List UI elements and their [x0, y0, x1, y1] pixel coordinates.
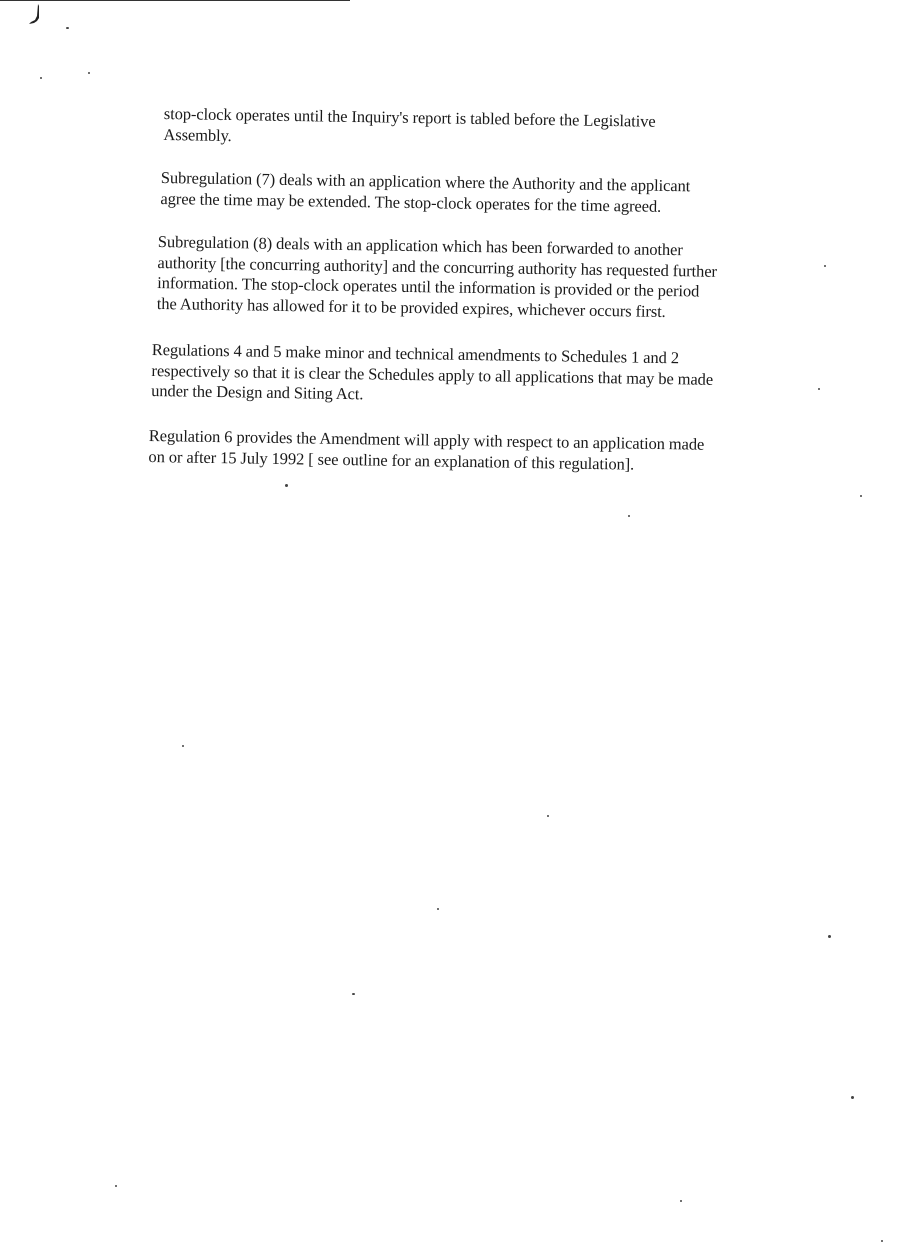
- paragraph-subregulation-7: Subregulation (7) deals with an application where the Authority and the applicant agree the time may be extended. The stop-clock operates for the time agreed.: [160, 168, 691, 216]
- scan-speck: [182, 745, 184, 747]
- scan-speck: [88, 72, 90, 74]
- scan-speck: [851, 1096, 854, 1099]
- paragraph-stop-clock-inquiry: stop-clock operates until the Inquiry's report is tabled before the Legislative Assembly.: [163, 104, 656, 145]
- scan-speck: [115, 1185, 117, 1187]
- scan-speck: [628, 515, 630, 517]
- scan-speck: [437, 908, 439, 910]
- scan-speck: [881, 1240, 883, 1242]
- scan-speck: [285, 484, 288, 487]
- scan-speck: [818, 388, 820, 390]
- scan-speck: [40, 77, 42, 79]
- scan-speck: [66, 27, 69, 29]
- scan-speck: [824, 265, 826, 267]
- scan-speck: [860, 495, 862, 497]
- scan-speck: [828, 935, 831, 938]
- scan-speck: [547, 815, 549, 817]
- scan-speck: [352, 993, 355, 995]
- paragraph-regulations-4-5: Regulations 4 and 5 make minor and technical amendments to Schedules 1 and 2 respectively so that it is clear the Schedules apply to all applications that may be made under the Design and Siting Act.: [151, 340, 714, 404]
- paragraph-regulation-6: Regulation 6 provides the Amendment will apply with respect to an application made on or after 15 July 1992 [ see outline for an explanation of this regulation].: [148, 426, 705, 474]
- paragraph-subregulation-8: Subregulation (8) deals with an application which has been forwarded to another authority [the concurring authority] and the concurring authority has requested further information. The stop-clock operates until the information is provided or the period the Authority has allowed for it to be provided expires, whichever occurs first.: [156, 232, 718, 321]
- scan-speck: [680, 1200, 682, 1202]
